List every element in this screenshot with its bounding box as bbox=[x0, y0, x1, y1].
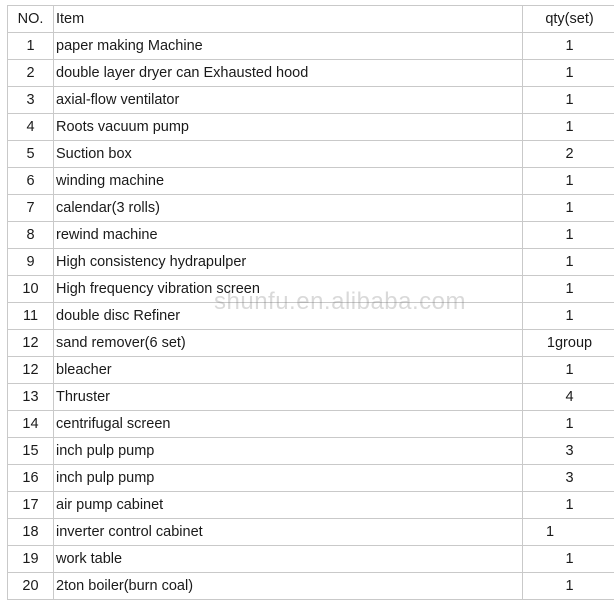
table-row bbox=[8, 33, 614, 60]
row-qty: 1 bbox=[523, 573, 614, 600]
table-row bbox=[8, 276, 614, 303]
table-row bbox=[8, 519, 614, 546]
row-qty: 2 bbox=[523, 141, 614, 168]
row-item: Thruster bbox=[54, 384, 523, 411]
row-item: High frequency vibration screen bbox=[54, 276, 523, 303]
table-row bbox=[8, 465, 614, 492]
row-no: 20 bbox=[8, 573, 54, 600]
row-no: 6 bbox=[8, 168, 54, 195]
row-qty: 1 bbox=[523, 87, 614, 114]
row-no: 13 bbox=[8, 384, 54, 411]
header-no: NO. bbox=[8, 6, 54, 33]
table-header-row bbox=[8, 6, 614, 33]
row-item: rewind machine bbox=[54, 222, 523, 249]
row-qty: 1 bbox=[523, 411, 614, 438]
row-no: 16 bbox=[8, 465, 54, 492]
row-item: double layer dryer can Exhausted hood bbox=[54, 60, 523, 87]
row-no: 9 bbox=[8, 249, 54, 276]
table-row bbox=[8, 168, 614, 195]
header-item: Item bbox=[54, 6, 523, 33]
table-row bbox=[8, 384, 614, 411]
table-row bbox=[8, 141, 614, 168]
table-row bbox=[8, 573, 614, 600]
row-qty: 1 bbox=[523, 519, 614, 546]
row-item: winding machine bbox=[54, 168, 523, 195]
row-no: 7 bbox=[8, 195, 54, 222]
table-row bbox=[8, 303, 614, 330]
row-no: 4 bbox=[8, 114, 54, 141]
row-qty: 1 bbox=[523, 492, 614, 519]
table-row bbox=[8, 438, 614, 465]
row-no: 18 bbox=[8, 519, 54, 546]
row-no: 1 bbox=[8, 33, 54, 60]
row-qty: 4 bbox=[523, 384, 614, 411]
table-row bbox=[8, 411, 614, 438]
row-item: work table bbox=[54, 546, 523, 573]
row-qty: 1 bbox=[523, 114, 614, 141]
row-qty: 3 bbox=[523, 465, 614, 492]
row-qty: 1 bbox=[523, 195, 614, 222]
row-no: 12 bbox=[8, 357, 54, 384]
row-qty: 1 bbox=[523, 33, 614, 60]
watermark: shunfu.en.alibaba.com bbox=[214, 288, 466, 315]
row-item: High consistency hydrapulper bbox=[54, 249, 523, 276]
table-row bbox=[8, 330, 614, 357]
row-no: 15 bbox=[8, 438, 54, 465]
row-item: Roots vacuum pump bbox=[54, 114, 523, 141]
table-row bbox=[8, 60, 614, 87]
row-item: inch pulp pump bbox=[54, 438, 523, 465]
row-no: 14 bbox=[8, 411, 54, 438]
row-qty: 1group bbox=[523, 330, 614, 357]
table-row bbox=[8, 249, 614, 276]
row-item: inch pulp pump bbox=[54, 465, 523, 492]
row-item: paper making Machine bbox=[54, 33, 523, 60]
row-no: 3 bbox=[8, 87, 54, 114]
row-item: air pump cabinet bbox=[54, 492, 523, 519]
equipment-table bbox=[7, 5, 614, 600]
row-no: 12 bbox=[8, 330, 54, 357]
table-row bbox=[8, 114, 614, 141]
table-row bbox=[8, 222, 614, 249]
row-item: double disc Refiner bbox=[54, 303, 523, 330]
row-no: 11 bbox=[8, 303, 54, 330]
table-row bbox=[8, 492, 614, 519]
row-item: axial-flow ventilator bbox=[54, 87, 523, 114]
row-qty: 1 bbox=[523, 546, 614, 573]
row-qty: 1 bbox=[523, 249, 614, 276]
row-item: centrifugal screen bbox=[54, 411, 523, 438]
row-item: calendar(3 rolls) bbox=[54, 195, 523, 222]
row-no: 10 bbox=[8, 276, 54, 303]
row-no: 2 bbox=[8, 60, 54, 87]
row-item: Suction box bbox=[54, 141, 523, 168]
row-item: 2ton boiler(burn coal) bbox=[54, 573, 523, 600]
row-qty: 1 bbox=[523, 60, 614, 87]
row-qty: 1 bbox=[523, 222, 614, 249]
header-qty: qty(set) bbox=[523, 6, 614, 33]
row-qty: 1 bbox=[523, 276, 614, 303]
row-qty: 1 bbox=[523, 303, 614, 330]
row-no: 8 bbox=[8, 222, 54, 249]
table-row bbox=[8, 195, 614, 222]
row-qty: 1 bbox=[523, 357, 614, 384]
row-no: 19 bbox=[8, 546, 54, 573]
row-qty: 3 bbox=[523, 438, 614, 465]
row-item: bleacher bbox=[54, 357, 523, 384]
row-qty: 1 bbox=[523, 168, 614, 195]
table-row bbox=[8, 546, 614, 573]
row-item: sand remover(6 set) bbox=[54, 330, 523, 357]
row-no: 5 bbox=[8, 141, 54, 168]
row-item: inverter control cabinet bbox=[54, 519, 523, 546]
row-no: 17 bbox=[8, 492, 54, 519]
table-row bbox=[8, 357, 614, 384]
table-row bbox=[8, 87, 614, 114]
